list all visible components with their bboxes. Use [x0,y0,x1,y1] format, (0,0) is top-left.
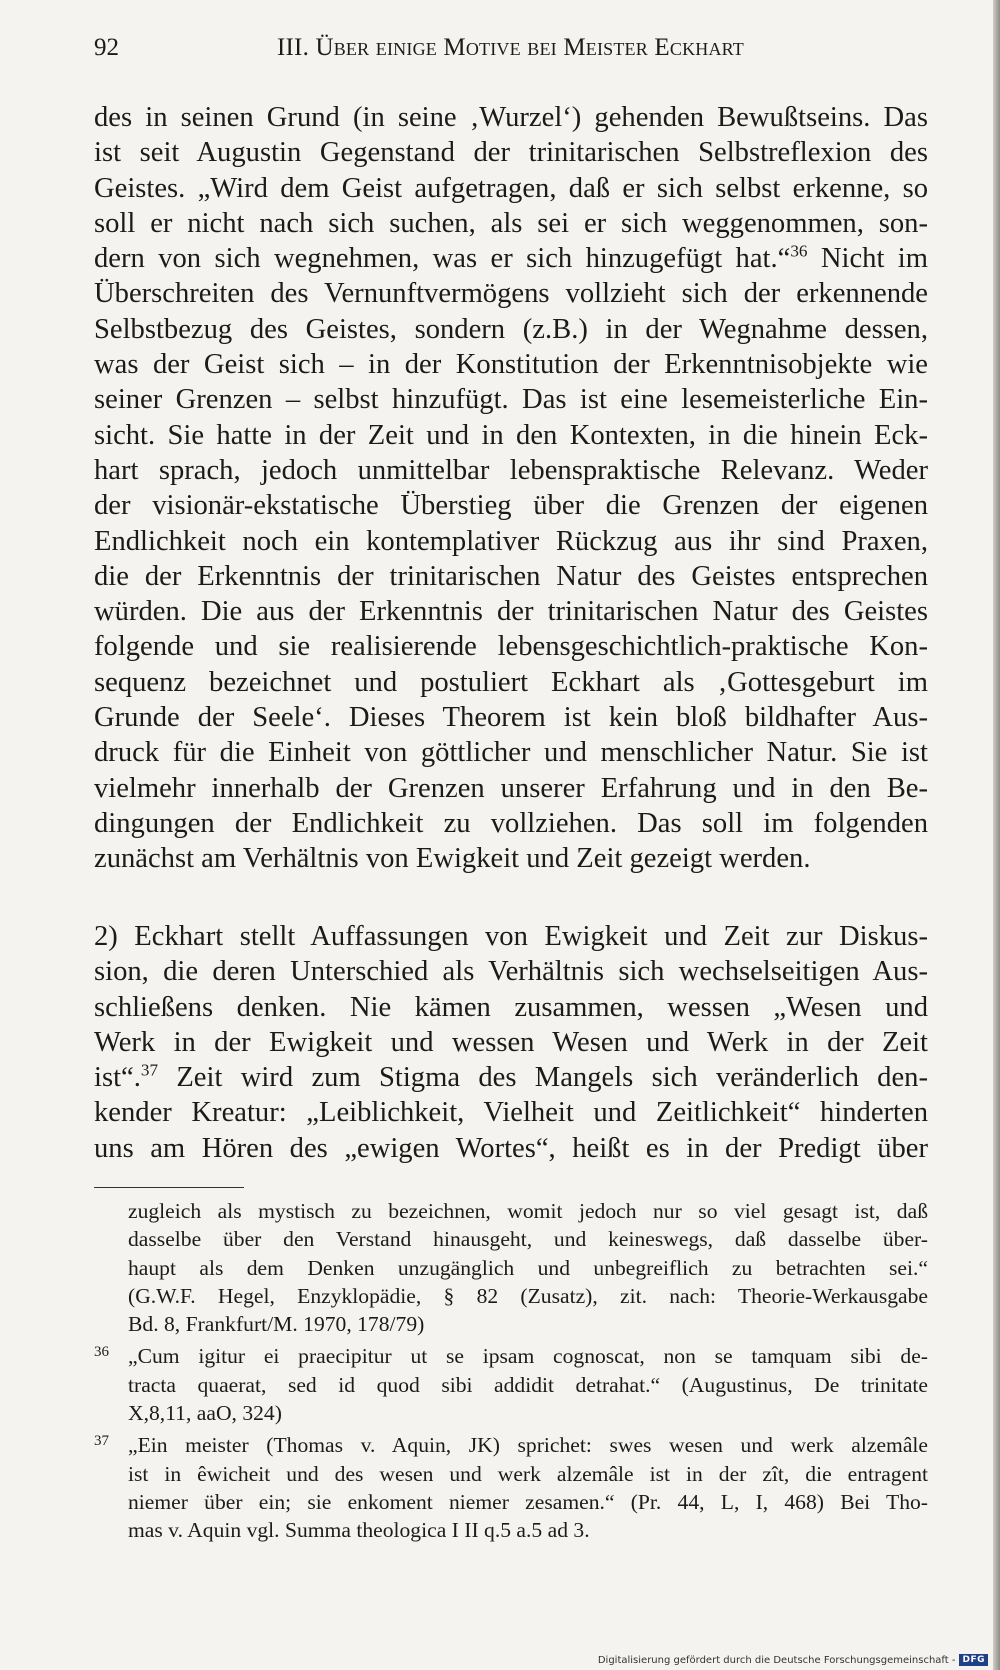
text-line: uns am Hören des „ewigen Wortes“, heißt es in der Predigt über [94,1132,928,1164]
footnote-line: zugleich als mystisch zu bezeichnen, womit jedoch nur so viel gesagt ist, daß [128,1199,928,1223]
text-segment: Nicht im [807,243,928,275]
footnote-line: haupt als dem Denken unzugänglich und unbegreiflich zu betrachten sei.“ [128,1255,928,1280]
text-line: der visionär-ekstatische Überstieg über die Grenzen der eigenen [94,490,928,522]
body-paragraph-1 [94,100,928,877]
footnote-number: 37 [94,1433,109,1450]
text-line: zunächst am Verhältnis von Ewigkeit und Zeit gezeigt werden. [94,843,811,875]
text-line: sequenz bezeichnet und postuliert Eckhart als ‚Gottesgeburt im [94,666,928,698]
text-line: soll er nicht nach sich suchen, als sei er sich weggenommen, son- [94,207,928,239]
footnote-ref-37[interactable]: 37 [140,1060,159,1080]
text-line [94,1060,928,1095]
footnote-line: „Ein meister (Thomas v. Aquin, JK) sprichet: swes wesen und werk alzemâle [128,1433,928,1458]
text-line: Geistes. „Wird dem Geist aufgetragen, daß er sich selbst erkenne, so [94,172,928,204]
digitization-credit [598,1654,988,1666]
footnote-line: Bd. 8, Frankfurt/M. 1970, 178/79) [128,1312,425,1337]
footnote-36 [94,1342,928,1427]
text-segment: Zeit wird zum Stigma des Mangels sich veränderlich den- [158,1062,928,1094]
text-line: Überschreiten des Vernunftvermögens vollzieht sich der erkennende [94,278,928,310]
footnote-37 [94,1431,928,1544]
text-line: ist seit Augustin Gegenstand der trinitarischen Selbstreflexion des [94,137,928,169]
page-number: 92 [94,34,119,61]
footnotes [94,1197,928,1545]
text-line: dingungen der Endlichkeit zu vollziehen. Das soll im folgenden [94,807,928,839]
text-line: Endlichkeit noch ein kontemplativer Rückzug aus ihr sind Praxen, [94,525,928,557]
page-edge-shadow [993,0,1000,1670]
footnote-ref-36[interactable]: 36 [790,241,808,261]
footnote-separator [94,1187,244,1188]
running-head: III. Über einige Motive bei Meister Eckhart [277,34,744,61]
text-line: würden. Die aus der Erkenntnis der trinitarischen Natur des Geistes [94,596,928,628]
footnote-line: (G.W.F. Hegel, Enzyklopädie, § 82 (Zusatz), zit. nach: Theorie-Werkausgabe [128,1283,928,1308]
text-line: die der Erkenntnis der trinitarischen Natur des Geistes entsprechen [94,560,928,592]
text-line [94,241,928,276]
text-line: kender Kreatur: „Leiblichkeit, Vielheit und Zeitlichkeit“ hinderten [94,1097,928,1129]
footnote-line: dasselbe über den Verstand hinausgeht, und keineswegs, daß dasselbe über- [128,1227,928,1252]
credit-text: Digitalisierung gefördert durch die Deutsche Forschungsgemeinschaft - [597,1654,956,1666]
dfg-logo: DFG [959,1654,988,1666]
footnote-line: „Cum igitur ei praecipitur ut se ipsam cognoscat, non se tamquam sibi de- [128,1344,928,1369]
text-line: Selbstbezug des Geistes, sondern (z.B.) in der Wegnahme dessen, [94,313,928,345]
text-line: vielmehr innerhalb der Grenzen unserer Erfahrung und in den Be- [94,772,928,804]
text-line: schließens denken. Nie kämen zusammen, wessen „Wesen und [94,991,928,1023]
text-segment: dern von sich wegnehmen, was er sich hinzugefügt hat.“ [94,243,791,275]
text-line: Grunde der Seele‘. Dieses Theorem ist kein bloß bildhafter Aus- [94,702,928,734]
footnote-line: X,8,11, aaO, 324) [128,1401,282,1426]
text-line: Werk in der Ewigkeit und wessen Wesen und Werk in der Zeit [94,1026,928,1058]
text-line: sion, die deren Unterschied als Verhältnis sich wechselseitigen Aus- [94,956,928,988]
text-line: des in seinen Grund (in seine ‚Wurzel‘) gehenden Bewußtseins. Das [94,102,928,133]
text-line: druck für die Einheit von göttlicher und menschlicher Natur. Sie ist [94,737,928,769]
text-line: 2) Eckhart stellt Auffassungen von Ewigkeit und Zeit zur Diskus- [94,921,928,952]
footnote-line: niemer über ein; sie enkoment niemer zesamen.“ (Pr. 44, L, I, 468) Bei Tho- [128,1489,928,1514]
text-line: hart sprach, jedoch unmittelbar lebenspraktische Relevanz. Weder [94,454,928,486]
footnote-number: 36 [94,1344,109,1361]
body-paragraph-2 [94,919,928,1166]
footnote-line: tracta quaerat, sed id quod sibi addidit detrahat.“ (Augustinus, De trinitate [128,1372,928,1397]
text-line: sicht. Sie hatte in der Zeit und in den Kontexten, in die hinein Eck- [94,419,928,451]
text-line: seiner Grenzen – selbst hinzufügt. Das ist eine lesemeisterliche Ein- [94,384,928,416]
page-header [94,34,932,74]
text-line: was der Geist sich – in der Konstitution der Erkenntnisobjekte wie [94,349,928,381]
footnote-line: mas v. Aquin vgl. Summa theologica I II q.5 a.5 ad 3. [128,1518,590,1543]
footnote-line: ist in êwicheit und des wesen und werk alzemâle ist in der zît, die entragent [128,1461,928,1486]
footnote-continuation [94,1197,928,1338]
text-segment: ist“. [94,1062,141,1094]
text-line: folgende und sie realisierende lebensgeschichtlich-praktische Kon- [94,631,928,663]
